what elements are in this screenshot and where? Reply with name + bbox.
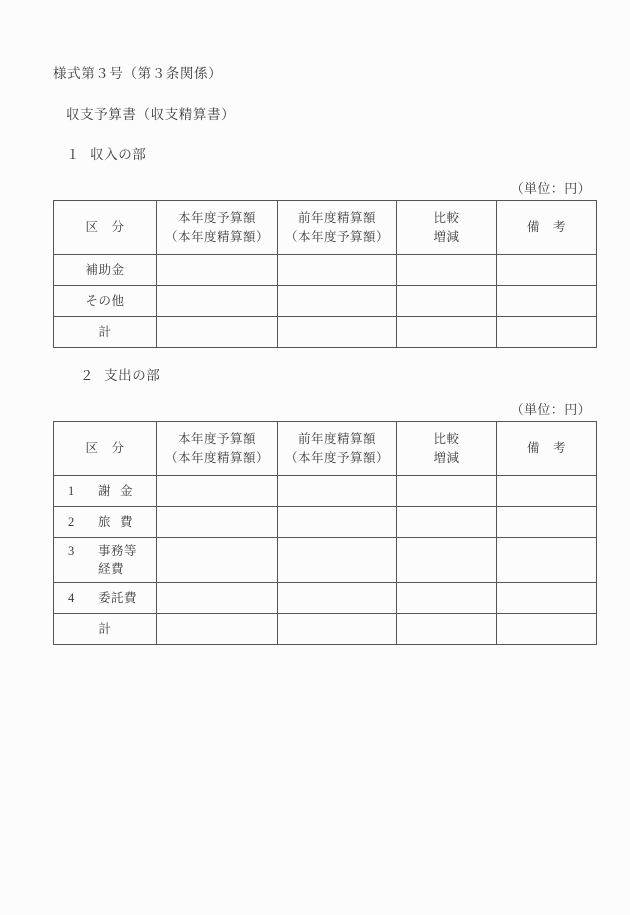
income-cell-this-year[interactable]: [157, 286, 278, 317]
header-prev-year: [278, 201, 397, 255]
table-header-row: [54, 201, 597, 255]
expense-cell-note[interactable]: [497, 476, 597, 507]
expense-row-label: [54, 583, 157, 614]
header-this-year: [157, 201, 278, 255]
header-prev-year-line1: 前年度精算額: [297, 211, 376, 226]
expense-cell-prev-year[interactable]: [278, 538, 397, 583]
expense-row-number: 2: [68, 514, 75, 529]
section-label-income: 収入の部: [90, 147, 147, 162]
expense-cell-note[interactable]: [497, 538, 597, 583]
section-heading-income: [66, 143, 146, 163]
income-cell-prev-year[interactable]: [278, 286, 397, 317]
expense-row-label-text: [54, 513, 156, 531]
header-kubun: 区 分: [54, 422, 157, 476]
header-note: 備 考: [497, 422, 597, 476]
income-row-label-total: [54, 317, 157, 348]
expense-cell-this-year[interactable]: [157, 538, 278, 583]
expense-row-number: 4: [68, 590, 75, 605]
expense-row-label-total: [54, 614, 157, 645]
expense-table: [53, 421, 597, 645]
expense-row-label: [54, 538, 157, 583]
expense-total-difference[interactable]: [397, 614, 497, 645]
header-this-year: [157, 422, 278, 476]
expense-row-label-part1: 委託費: [98, 590, 138, 605]
income-row-label-text: 補助金: [85, 262, 125, 277]
table-row: [54, 286, 597, 317]
expense-row-label-text: [54, 542, 156, 578]
expense-cell-note[interactable]: [497, 507, 597, 538]
table-header-row: [54, 422, 597, 476]
expense-row-label-line2: 経費: [98, 562, 125, 576]
expense-row-label-text: [54, 482, 156, 500]
header-this-year-line2: （本年度精算額）: [164, 450, 269, 465]
table-row: [54, 614, 597, 645]
header-difference-line2: 増減: [433, 229, 460, 244]
income-row-label: [54, 286, 157, 317]
table-row: [54, 538, 597, 583]
expense-row-number: 1: [68, 483, 75, 498]
expense-row-label-line1: 事務等: [98, 543, 138, 558]
header-this-year-line1: 本年度予算額: [177, 211, 256, 226]
header-difference: [397, 201, 497, 255]
table-row: [54, 583, 597, 614]
table-row: [54, 507, 597, 538]
expense-row-label-text: [54, 589, 156, 607]
expense-row-label-part1: 旅: [98, 514, 112, 529]
income-total-note[interactable]: [497, 317, 597, 348]
expense-cell-this-year[interactable]: [157, 507, 278, 538]
expense-row-label-part2: 費: [120, 514, 134, 529]
section-number-income: １: [66, 147, 81, 162]
table-row: [54, 255, 597, 286]
income-total-prev-year[interactable]: [278, 317, 397, 348]
income-cell-note[interactable]: [497, 286, 597, 317]
section-number-expense: ２: [80, 368, 95, 383]
income-table: [53, 200, 597, 348]
income-cell-difference[interactable]: [397, 255, 497, 286]
header-this-year-line1: 本年度予算額: [177, 432, 256, 447]
header-this-year-line2: （本年度精算額）: [164, 229, 269, 244]
expense-cell-this-year[interactable]: [157, 583, 278, 614]
expense-cell-difference[interactable]: [397, 476, 497, 507]
header-difference-line1: 比較: [433, 211, 460, 226]
expense-row-label-stack: [98, 542, 137, 578]
income-row-label: [54, 255, 157, 286]
document-title: 収支予算書（収支精算書）: [66, 107, 236, 122]
income-total-difference[interactable]: [397, 317, 497, 348]
income-cell-this-year[interactable]: [157, 255, 278, 286]
expense-cell-difference[interactable]: [397, 583, 497, 614]
income-row-label-text: 計: [98, 324, 112, 339]
header-difference-line2: 増減: [433, 450, 460, 465]
section-label-expense: 支出の部: [104, 368, 161, 383]
header-difference-line1: 比較: [433, 432, 460, 447]
header-note: 備 考: [497, 201, 597, 255]
expense-row-label: [54, 507, 157, 538]
expense-row-label: [54, 476, 157, 507]
income-row-label-text: その他: [85, 293, 125, 308]
header-prev-year-line2: （本年度予算額）: [284, 450, 389, 465]
form-number: 様式第３号（第３条関係）: [53, 66, 223, 81]
expense-cell-difference[interactable]: [397, 507, 497, 538]
expense-cell-prev-year[interactable]: [278, 507, 397, 538]
income-cell-prev-year[interactable]: [278, 255, 397, 286]
header-prev-year-line1: 前年度精算額: [297, 432, 376, 447]
table-row: [54, 317, 597, 348]
expense-total-this-year[interactable]: [157, 614, 278, 645]
expense-cell-prev-year[interactable]: [278, 476, 397, 507]
header-kubun: 区 分: [54, 201, 157, 255]
income-total-this-year[interactable]: [157, 317, 278, 348]
expense-row-label-part1: 謝: [98, 483, 112, 498]
expense-cell-this-year[interactable]: [157, 476, 278, 507]
expense-row-number: 3: [68, 543, 75, 558]
unit-note-expense: （単位：円）: [510, 402, 591, 417]
expense-cell-difference[interactable]: [397, 538, 497, 583]
header-prev-year: [278, 422, 397, 476]
expense-cell-prev-year[interactable]: [278, 583, 397, 614]
header-difference: [397, 422, 497, 476]
unit-note-income: （単位：円）: [510, 181, 591, 196]
expense-total-prev-year[interactable]: [278, 614, 397, 645]
header-prev-year-line2: （本年度予算額）: [284, 229, 389, 244]
section-heading-expense: [80, 364, 160, 384]
table-row: [54, 476, 597, 507]
expense-row-label-part2: 金: [120, 483, 134, 498]
income-cell-note[interactable]: [497, 255, 597, 286]
income-cell-difference[interactable]: [397, 286, 497, 317]
expense-cell-note[interactable]: [497, 583, 597, 614]
expense-total-note[interactable]: [497, 614, 597, 645]
expense-row-label-text: 計: [98, 621, 112, 636]
